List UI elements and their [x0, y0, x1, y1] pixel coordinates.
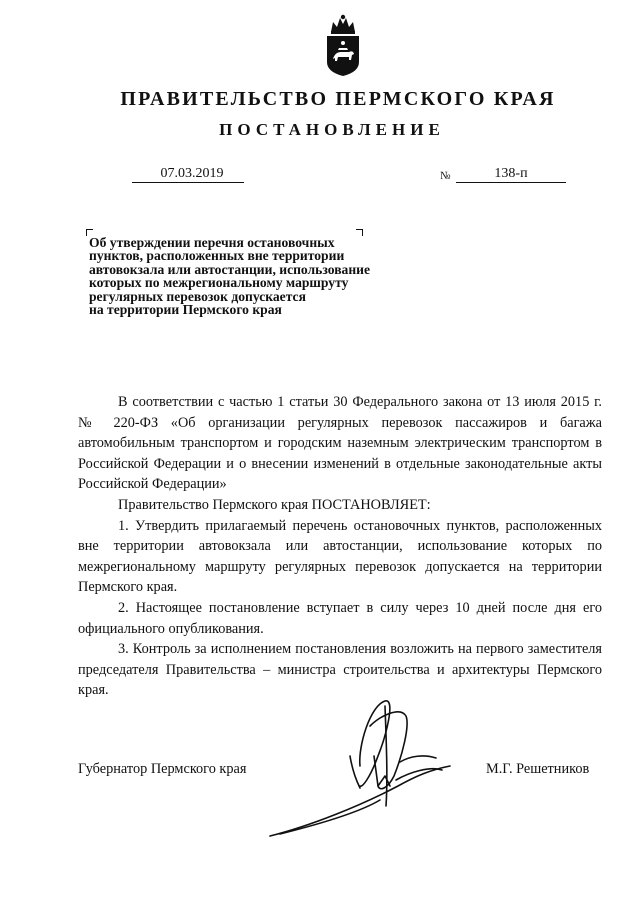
subject-line: Об утверждении перечня остановочных: [89, 235, 335, 250]
subject-line: регулярных перевозок допускается: [89, 288, 306, 304]
subject-line: автовокзала или автостанции, использование: [89, 261, 371, 277]
document-date: 07.03.2019: [132, 166, 244, 183]
subject-bracket-right: [356, 229, 363, 236]
document-body: [78, 392, 602, 701]
subject-line: на территории Пермского края: [89, 302, 282, 318]
signatory-name: М.Г. Решетников: [486, 761, 590, 777]
document-subject: [89, 236, 419, 316]
number-sign: №: [440, 170, 451, 182]
government-name: ПРАВИТЕЛЬСТВО ПЕРМСКОГО КРАЯ: [120, 88, 556, 110]
item-3-paragraph: 3. Контроль за исполнением постановления возложить на первого заместителя председателя Правительства – министра строительства и архитектуры Пермского края.: [78, 641, 602, 699]
document-number: 138-п: [456, 166, 566, 183]
resolution-paragraph: Правительство Пермского края ПОСТАНОВЛЯЕТ:: [118, 496, 431, 513]
item-1-paragraph: 1. Утвердить прилагаемый перечень остановочных пунктов, расположенных вне территории автовокзала или автостанции, использование которых по межрегиональному маршруту регулярных перевозок допускается на территории Пермского края.: [78, 517, 602, 596]
item-2-paragraph: 2. Настоящее постановление вступает в силу через 10 дней после дня его официального опубликования.: [78, 599, 602, 637]
signature-icon: [210, 696, 490, 841]
document-type: ПОСТАНОВЛЕНИЕ: [219, 120, 445, 139]
coat-of-arms-icon: [321, 12, 365, 78]
signatory-title: Губернатор Пермского края: [78, 761, 247, 777]
preamble-paragraph: В соответствии с частью 1 статьи 30 Федерального закона от 13 июля 2015 г. № 220-ФЗ «Об организации регулярных перевозок пассажиров и багажа автомобильным транспортом и городским наземным электрическим транспортом в Российской Федерации и о внесении изменений в отдельные законодательные акты Российской Федерации»: [78, 394, 602, 493]
subject-line: которых по межрегиональному маршруту: [89, 275, 349, 291]
subject-line: пунктов, расположенных вне территории: [89, 248, 345, 264]
